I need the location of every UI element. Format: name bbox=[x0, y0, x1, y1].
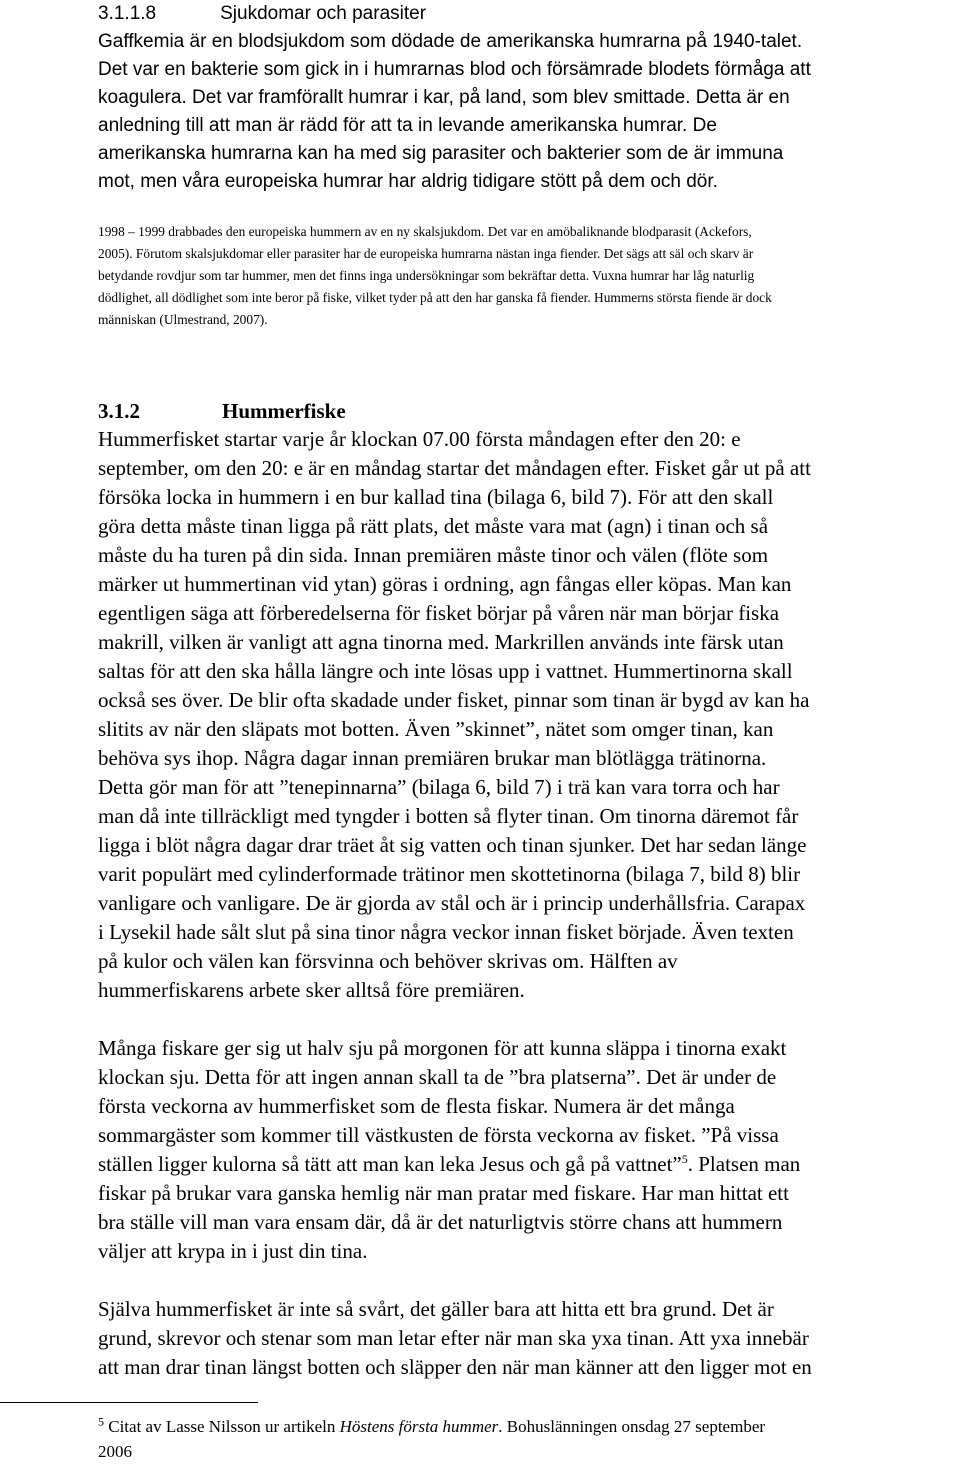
text-line: makrill, vilken är vanligt att agna tinorna med. Markrillen används inte färsk utan bbox=[98, 630, 784, 654]
text-line: Detta gör man för att ”tenepinnarna” (bilaga 6, bild 7) i trä kan vara torra och har bbox=[98, 775, 780, 799]
text-line: Det var en bakterie som gick in i humrarnas blod och försämrade blodets förmåga att bbox=[98, 59, 811, 80]
footnote-line bbox=[98, 1414, 765, 1440]
footnote-article-title: Höstens första hummer bbox=[339, 1417, 499, 1436]
text-line: människan (Ulmestrand, 2007). bbox=[98, 312, 268, 327]
section-title: Hummerfiske bbox=[222, 399, 346, 423]
text-line: i Lysekil hade sålt slut på sina tinor några veckor innan fisket började. Även texten bbox=[98, 920, 794, 944]
text-line: amerikanska humrarna kan ha med sig parasiter och bakterier som de är immuna bbox=[98, 143, 784, 164]
text-line: grund, skrevor och stenar som man letar efter när man ska yxa tinan. Att yxa innebär bbox=[98, 1326, 809, 1350]
text-line: man då inte tillräckligt med tyngder i botten så flyter tinan. Om tinorna däremot får bbox=[98, 804, 799, 828]
text-line: att man drar tinan längst botten och släpper den när man känner att den ligger mot en bbox=[98, 1355, 812, 1379]
text-line: sommargäster som kommer till västkusten de första veckorna av fisket. ”På vissa bbox=[98, 1123, 779, 1147]
text-before-footnote: ställen ligger kulorna så tätt att man kan leka Jesus och gå på vattnet” bbox=[98, 1152, 682, 1176]
footnote-reference: 5 bbox=[681, 1152, 688, 1166]
text-line: vanligare och vanligare. De är gjorda av stål och är i princip underhållsfria. Carapax bbox=[98, 891, 806, 915]
section-number: 3.1.1.8 bbox=[98, 3, 157, 24]
text-line: måste du ha turen på din sida. Innan premiären måste tinor och välen (flöte som bbox=[98, 543, 769, 567]
text-line: märker ut hummertinan vid ytan) göras i ordning, agn fångas eller köpas. Man kan bbox=[98, 572, 792, 596]
text-line: bra ställe vill man vara ensam där, då är det naturligtvis större chans att hummern bbox=[98, 1210, 783, 1234]
text-line: ligga i blöt några dagar drar träet åt sig vatten och tinan sjunker. Det har sedan länge bbox=[98, 833, 807, 857]
text-line: väljer att krypa in i just din tina. bbox=[98, 1239, 368, 1263]
text-line: mot, men våra europeiska humrar har aldrig tidigare stött på dem och dör. bbox=[98, 171, 718, 192]
text-line: 2005). Förutom skalsjukdomar eller parasiter har de europeiska humrarna nästan inga fiender. Det sägs att säl och skarv är bbox=[98, 246, 754, 261]
text-line: första veckorna av hummerfisket som de flesta fiskar. Numera är det många bbox=[98, 1094, 735, 1118]
text-line: dödlighet, all dödlighet som inte beror på fiske, vilket tyder på att den har ganska få fiender. Hummerns största fiende är dock bbox=[98, 290, 772, 305]
footnote-text: Citat av Lasse Nilsson ur artikeln bbox=[104, 1417, 340, 1436]
footnote-marker: 5 bbox=[98, 1414, 104, 1429]
text-line: Gaffkemia är en blodsjukdom som dödade de amerikanska humrarna på 1940-talet. bbox=[98, 31, 803, 52]
section-heading-318 bbox=[98, 0, 426, 28]
text-line: varit populärt med cylinderformade trätinor men skottetinorna (bilaga 7, bild 8) blir bbox=[98, 862, 801, 886]
text-line: slitits av när den släpats mot botten. Även ”skinnet”, nätet som omger tinan, kan bbox=[98, 717, 774, 741]
text-line: Många fiskare ger sig ut halv sju på morgonen för att kunna släppa i tinorna exakt bbox=[98, 1036, 787, 1060]
text-line: betydande rovdjur som tar hummer, men det finns inga undersökningar som bekräftar detta. Vuxna humrar har låg naturlig bbox=[98, 268, 755, 283]
text-line: koagulera. Det var framförallt humrar i kar, på land, som blev smittade. Detta är en bbox=[98, 87, 790, 108]
text-line: Hummerfisket startar varje år klockan 07.00 första måndagen efter den 20: e bbox=[98, 427, 741, 451]
section-title: Sjukdomar och parasiter bbox=[220, 3, 427, 24]
text-line: egentligen säga att förberedelserna för fisket börjar på våren när man börjar fiska bbox=[98, 601, 780, 625]
text-after-footnote: . Platsen man bbox=[687, 1152, 801, 1176]
text-line: hummerfiskarens arbete sker alltså före premiären. bbox=[98, 978, 525, 1002]
text-line: Själva hummerfisket är inte så svårt, det gäller bara att hitta ett bra grund. Det är bbox=[98, 1297, 774, 1321]
text-line: klockan sju. Detta för att ingen annan skall ta de ”bra platserna”. Det är under de bbox=[98, 1065, 777, 1089]
text-line: på kulor och välen kan försvinna och behöver skrivas om. Hälften av bbox=[98, 949, 678, 973]
text-line: 1998 – 1999 drabbades den europeiska hummern av en ny skalsjukdom. Det var en amöbaliknande blodparasit (Ackefors, bbox=[98, 224, 752, 239]
section-number: 3.1.2 bbox=[98, 399, 140, 423]
footnote-source: . Bohuslänningen onsdag 27 september bbox=[498, 1417, 766, 1436]
text-line: saltas för att den ska hålla längre och inte lösas upp i vattnet. Hummertinorna skall bbox=[98, 659, 793, 683]
text-line: försöka locka in hummern i en bur kallad tina (bilaga 6, bild 7). För att den skall bbox=[98, 485, 774, 509]
text-line: september, om den 20: e är en måndag startar det måndagen efter. Fisket går ut på att bbox=[98, 456, 811, 480]
text-line-with-footnote bbox=[98, 1150, 800, 1179]
footnote-separator bbox=[0, 1402, 258, 1403]
text-line: behöva sys ihop. Några dagar innan premiären brukar man blötlägga trätinorna. bbox=[98, 746, 767, 770]
text-line: göra detta måste tinan ligga på rätt plats, det måste vara mat (agn) i tinan och så bbox=[98, 514, 769, 538]
footnote-year: 2006 bbox=[98, 1442, 132, 1461]
text-line: fiskar på brukar vara ganska hemlig när man pratar med fiskare. Har man hittat ett bbox=[98, 1181, 789, 1205]
text-line: också ses över. De blir ofta skadade under fisket, pinnar som tinan är bygd av kan ha bbox=[98, 688, 810, 712]
section-heading-312 bbox=[98, 397, 346, 426]
text-line: anledning till att man är rädd för att ta in levande amerikanska humrar. De bbox=[98, 115, 717, 136]
